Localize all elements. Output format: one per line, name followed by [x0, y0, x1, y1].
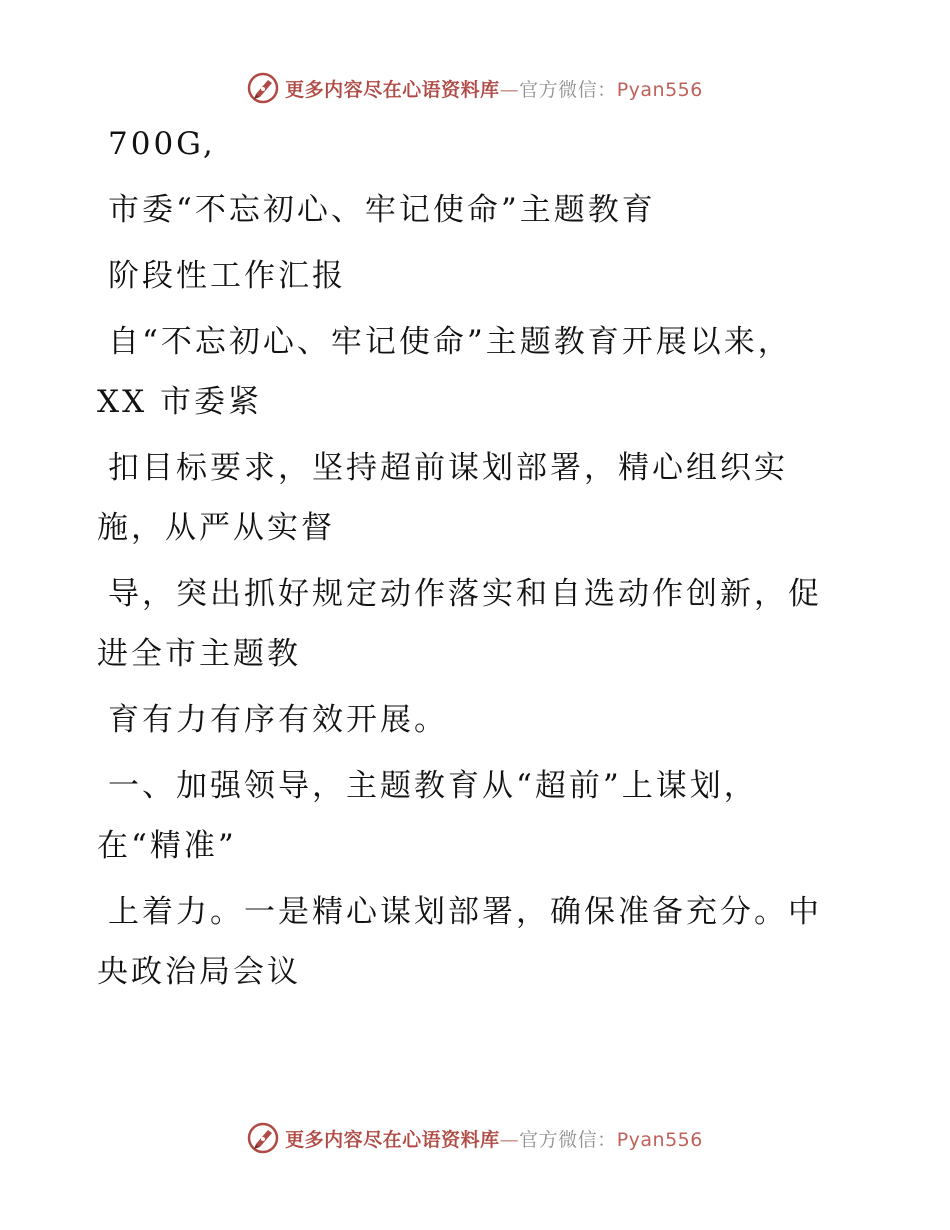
document-body: [97, 122, 857, 994]
pen-logo-icon: [247, 1122, 279, 1154]
doc-line: 育有力有序有效开展。: [108, 702, 448, 738]
doc-line: 扣目标要求，坚持超前谋划部署，精心组织实: [108, 450, 788, 486]
doc-subtitle: 阶段性工作汇报: [108, 258, 346, 294]
doc-line: 700G,: [108, 126, 216, 162]
header-watermark: [0, 72, 950, 104]
doc-line: 在“精准”: [97, 828, 237, 864]
doc-line: 央政治局会议: [97, 954, 301, 990]
doc-line: 施，从严从实督: [97, 510, 335, 546]
watermark-text: 更多内容尽在心语资料库—官方微信：Pyan556: [285, 78, 703, 101]
footer-watermark: [0, 1122, 950, 1154]
doc-title: 市委“不忘初心、牢记使命”主题教育: [108, 192, 656, 228]
doc-line: XX 市委紧: [97, 384, 262, 420]
pen-logo-icon: [247, 72, 279, 104]
doc-heading: 一、加强领导，主题教育从“超前”上谋划，: [108, 768, 758, 804]
doc-line: 自“不忘初心、牢记使命”主题教育开展以来，: [108, 324, 792, 360]
doc-line: 导，突出抓好规定动作落实和自选动作创新，促: [108, 576, 822, 612]
watermark-text: 更多内容尽在心语资料库—官方微信：Pyan556: [285, 1128, 703, 1151]
doc-line: 进全市主题教: [97, 636, 301, 672]
doc-line: 上着力。一是精心谋划部署，确保准备充分。中: [108, 894, 822, 930]
